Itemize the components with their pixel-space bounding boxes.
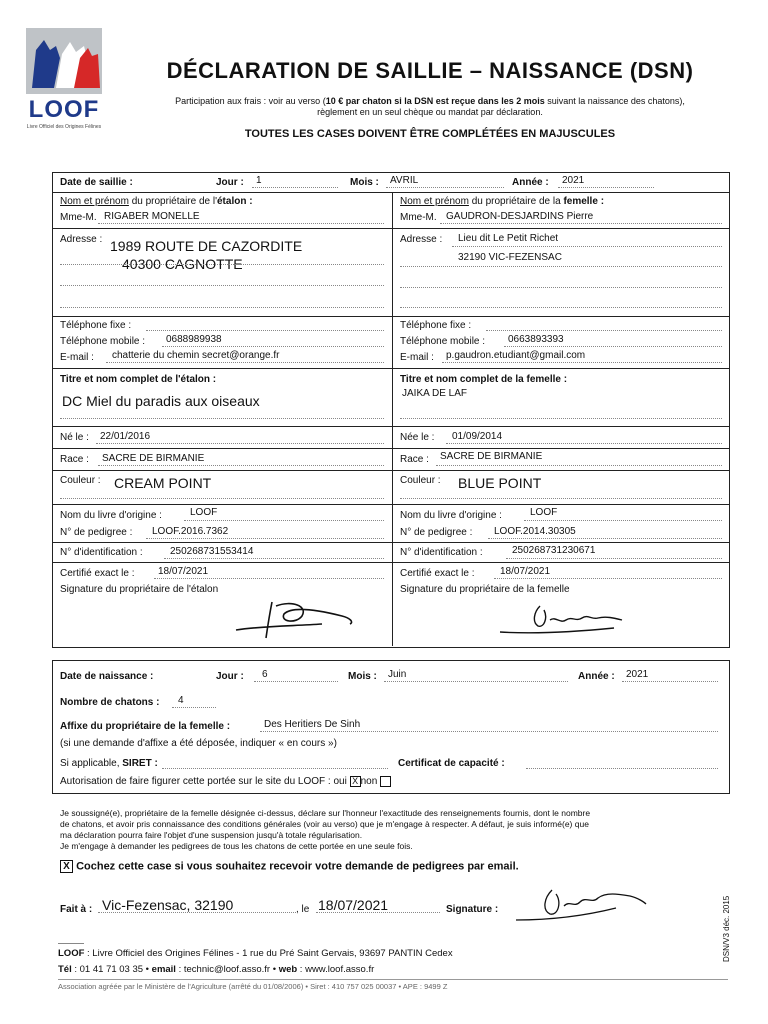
femelle-adresse-label: Adresse : bbox=[400, 234, 443, 245]
femelle-owner-label: Nom et prénom du propriétaire de la femelle : bbox=[400, 196, 605, 207]
femelle-ne[interactable]: 01/09/2014 bbox=[452, 431, 503, 442]
fait-le-label: , le bbox=[296, 904, 310, 915]
saillie-mois-label: Mois : bbox=[350, 177, 379, 188]
naissance-mois-label: Mois : bbox=[348, 671, 377, 682]
etalon-owner-label: Nom et prénom du propriétaire de l'étalon : bbox=[60, 196, 253, 207]
femelle-ne-label: Née le : bbox=[400, 432, 435, 443]
caps-notice: TOUTES LES CASES DOIVENT ÊTRE COMPLÉTÉES EN MAJUSCULES bbox=[244, 128, 616, 140]
autorisation-row: Autorisation de faire figurer cette portée sur le site du LOOF : oui X non bbox=[60, 776, 391, 787]
fait-a-label: Fait à : bbox=[60, 904, 93, 915]
fait-signature-label: Signature : bbox=[446, 904, 499, 915]
footer-org: LOOF : Livre Officiel des Origines Félines - 1 rue du Pré Saint Gervais, 93697 PANTIN Cedex bbox=[58, 948, 453, 959]
femelle-titre[interactable]: JAIKA DE LAF bbox=[402, 388, 468, 399]
etalon-owner-prefix: Mme-M. bbox=[60, 212, 97, 223]
saillie-jour-label: Jour : bbox=[216, 177, 244, 188]
etalon-titre[interactable]: DC Miel du paradis aux oiseaux bbox=[62, 393, 260, 409]
etalon-adresse-label: Adresse : bbox=[60, 234, 103, 245]
etalon-ident[interactable]: 250268731553414 bbox=[170, 546, 254, 557]
femelle-owner-name[interactable]: GAUDRON-DESJARDINS Pierre bbox=[446, 211, 594, 222]
saillie-annee-value[interactable]: 2021 bbox=[562, 175, 585, 186]
form-version: DSN/V3 déc. 2015 bbox=[722, 895, 731, 962]
naissance-mois-value[interactable]: Juin bbox=[388, 669, 407, 680]
femelle-titre-label: Titre et nom complet de la femelle : bbox=[400, 374, 568, 385]
naissance-annee-value[interactable]: 2021 bbox=[626, 669, 649, 680]
etalon-titre-label: Titre et nom complet de l'étalon : bbox=[60, 374, 217, 385]
etalon-tel-mobile[interactable]: 0688989938 bbox=[166, 334, 222, 345]
legal-declaration: Je soussigné(e), propriétaire de la femelle désignée ci-dessus, déclare sur l'honneur l'exactitude des renseignements fournis, dont le nombre de chatons, et avoir pris connaissance des conditions générales (voir au verso) que je m'engage à respecter. A défaut, je suis informé(e) que ma déclaration pourra faire l'objet d'une suspension jusqu'à totale régularisation. Je m'engage à demander les pedigrees de tous les chatons de cette portée en une seule fois. bbox=[60, 808, 591, 851]
femelle-pedigree-label: N° de pedigree : bbox=[400, 527, 473, 538]
etalon-email-label: E-mail : bbox=[60, 352, 94, 363]
femelle-signature bbox=[494, 598, 644, 645]
logo-tagline: Livre Officiel des Origines Félines bbox=[26, 124, 102, 130]
femelle-email-label: E-mail : bbox=[400, 352, 434, 363]
fait-signature bbox=[512, 880, 652, 935]
femelle-adresse-line2[interactable]: 32190 VIC-FEZENSAC bbox=[458, 252, 562, 263]
saillie-jour-value[interactable]: 1 bbox=[256, 175, 262, 186]
fait-a-lieu[interactable]: Vic-Fezensac, 32190 bbox=[102, 897, 234, 913]
etalon-couleur[interactable]: CREAM POINT bbox=[114, 475, 212, 491]
femelle-tel-mobile-label: Téléphone mobile : bbox=[400, 336, 486, 347]
etalon-ident-label: N° d'identification : bbox=[60, 547, 143, 558]
femelle-pedigree[interactable]: LOOF.2014.30305 bbox=[494, 526, 576, 537]
saillie-mois-value[interactable]: AVRIL bbox=[390, 175, 419, 186]
etalon-pedigree-label: N° de pedigree : bbox=[60, 527, 133, 538]
etalon-ne[interactable]: 22/01/2016 bbox=[100, 431, 151, 442]
email-option-row: X Cochez cette case si vous souhaitez recevoir votre demande de pedigrees par email. bbox=[60, 860, 519, 873]
etalon-owner-name[interactable]: RIGABER MONELLE bbox=[104, 211, 200, 222]
femelle-couleur[interactable]: BLUE POINT bbox=[458, 475, 542, 491]
etalon-email[interactable]: chatterie du chemin secret@orange.fr bbox=[112, 350, 280, 361]
etalon-adresse-line2[interactable]: 40300 CAGNOTTE bbox=[122, 256, 243, 272]
femelle-couleur-label: Couleur : bbox=[400, 475, 441, 486]
page-title: DÉCLARATION DE SAILLIE – NAISSANCE (DSN) bbox=[166, 58, 694, 83]
femelle-owner-prefix: Mme-M. bbox=[400, 212, 437, 223]
etalon-tel-fixe-label: Téléphone fixe : bbox=[60, 320, 132, 331]
femelle-livre-label: Nom du livre d'origine : bbox=[400, 510, 502, 521]
chatons-label: Nombre de chatons : bbox=[60, 697, 160, 708]
femelle-race-label: Race : bbox=[400, 454, 429, 465]
siret-label: Si applicable, SIRET : bbox=[60, 758, 158, 769]
participation-note: Participation aux frais : voir au verso (10 € par chaton si la DSN est reçue dans les 2 mois suivant la naissance des chatons), règlement en un seul chèque ou mandat par déclaration. bbox=[175, 96, 685, 117]
femelle-race[interactable]: SACRE DE BIRMANIE bbox=[440, 451, 543, 462]
etalon-signature bbox=[232, 596, 362, 647]
autorisation-non-checkbox[interactable] bbox=[380, 776, 391, 787]
affixe-note: (si une demande d'affixe a été déposée, indiquer « en cours ») bbox=[60, 738, 337, 749]
naissance-jour-label: Jour : bbox=[216, 671, 244, 682]
femelle-livre[interactable]: LOOF bbox=[530, 507, 558, 518]
etalon-couleur-label: Couleur : bbox=[60, 475, 101, 486]
etalon-race[interactable]: SACRE DE BIRMANIE bbox=[102, 453, 205, 464]
femelle-tel-fixe-label: Téléphone fixe : bbox=[400, 320, 472, 331]
femelle-tel-mobile[interactable]: 0663893393 bbox=[508, 334, 564, 345]
affixe-value[interactable]: Des Heritiers De Sinh bbox=[264, 719, 361, 730]
etalon-pedigree[interactable]: LOOF.2016.7362 bbox=[152, 526, 229, 537]
femelle-adresse-line1[interactable]: Lieu dit Le Petit Richet bbox=[458, 233, 559, 244]
footer-contact: Tél : 01 41 71 03 35 • email : technic@loof.asso.fr • web : www.loof.asso.fr bbox=[58, 964, 375, 975]
logo-emblem bbox=[26, 28, 102, 94]
etalon-certifie-label: Certifié exact le : bbox=[60, 568, 135, 579]
femelle-email[interactable]: p.gaudron.etudiant@gmail.com bbox=[446, 350, 586, 361]
etalon-livre[interactable]: LOOF bbox=[190, 507, 218, 518]
etalon-certifie[interactable]: 18/07/2021 bbox=[158, 566, 209, 577]
etalon-livre-label: Nom du livre d'origine : bbox=[60, 510, 162, 521]
naissance-date-label: Date de naissance : bbox=[60, 671, 154, 682]
loof-logo bbox=[26, 28, 102, 130]
naissance-annee-label: Année : bbox=[578, 671, 615, 682]
email-option-checkbox[interactable]: X bbox=[60, 860, 73, 873]
affixe-label: Affixe du propriétaire de la femelle : bbox=[60, 721, 231, 732]
femelle-ident-label: N° d'identification : bbox=[400, 547, 483, 558]
etalon-race-label: Race : bbox=[60, 454, 89, 465]
etalon-signature-label: Signature du propriétaire de l'étalon bbox=[60, 584, 219, 595]
certificat-label: Certificat de capacité : bbox=[398, 758, 505, 769]
chatons-value[interactable]: 4 bbox=[178, 695, 184, 706]
femelle-signature-label: Signature du propriétaire de la femelle bbox=[400, 584, 570, 595]
footer-association: Association agréée par le Ministère de l'Agriculture (arrêté du 01/08/2006) • Siret : 410 757 025 00037 • APE : 9499 Z bbox=[58, 982, 448, 991]
saillie-date-label: Date de saillie : bbox=[60, 177, 133, 188]
etalon-tel-mobile-label: Téléphone mobile : bbox=[60, 336, 146, 347]
etalon-adresse-line1[interactable]: 1989 ROUTE DE CAZORDITE bbox=[110, 238, 303, 254]
etalon-ne-label: Né le : bbox=[60, 432, 89, 443]
autorisation-oui-checkbox[interactable]: X bbox=[350, 776, 361, 787]
fait-date[interactable]: 18/07/2021 bbox=[318, 897, 389, 913]
naissance-jour-value[interactable]: 6 bbox=[262, 669, 268, 680]
saillie-annee-label: Année : bbox=[512, 177, 549, 188]
femelle-certifie[interactable]: 18/07/2021 bbox=[500, 566, 551, 577]
femelle-certifie-label: Certifié exact le : bbox=[400, 568, 475, 579]
logo-word: LOOF bbox=[28, 96, 100, 123]
femelle-ident[interactable]: 250268731230671 bbox=[512, 545, 596, 556]
